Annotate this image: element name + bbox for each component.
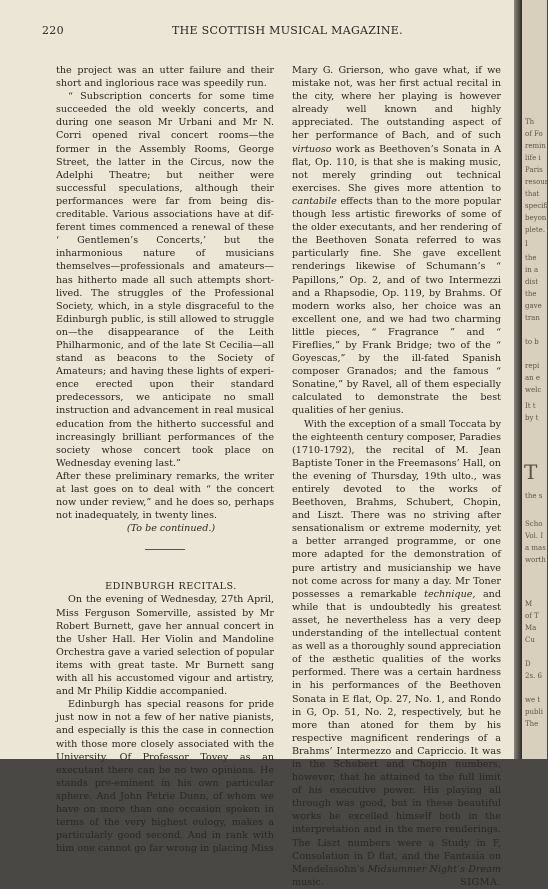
page-number: 220 <box>42 24 64 37</box>
adjacent-page-fragment: specifi <box>525 202 548 210</box>
adjacent-page-fragment: T <box>524 460 538 484</box>
left-paragraph-2: “ Subscription concerts for some time succeeded the old weekly concerts, and during one season Mr Urbani and Mr N. Corri opened rival concert rooms—the former in the Assembly Rooms, George Street, the latter in the Circus, now the Adelphi Theatre; but neither were successful speculations, although their performances were far from being discreditable. Various associations have at different times commenced a renewal of these ‘ Gentlemen’s Concerts,’ but the inharmonious nature of musicians themselves—professionals and amateurs—has hitherto made all such attempts short-lived. The struggles of the Professional Society, which, in a style disgraceful to the Edinburgh public, is still allowed to struggle on—the disappearance of the Leith Philharmonic, and of the late St Cecilia—all stand as beacons to the Society of Amateurs; and having these lights of experience erected upon their standard predecessors, we anticipate no small instruction and advancement in real musical education from the hitherto successful and increasingly brilliant performances of the society whose concert took place on Wednesday evening last.” <box>56 91 274 469</box>
signature: SIGMA. <box>460 876 501 888</box>
section-heading: EDINBURGH RECITALS. <box>105 581 237 593</box>
left-column <box>56 64 274 855</box>
adjacent-page-fragment: M <box>525 600 533 608</box>
italic-technique: technique, <box>424 588 476 600</box>
recital-paragraph-1: On the evening of Wednesday, 27th April, Miss Ferguson Somerville, assisted by Mr Robert Burnett, gave her annual concert in the Usher Hall. Her Violin and Mandoline Orchestra gave a varied selection of popular items with great taste. Mr Burnett sang with all his accustomed vigour and artistry, and Mr Philip Kiddie accompanied. <box>56 594 274 698</box>
adjacent-page-fragment: resour <box>525 178 548 186</box>
adjacent-page-fragment: the s <box>525 492 543 500</box>
adjacent-page-fragment: publi <box>525 708 543 716</box>
left-paragraph-3: After these preliminary remarks, the writer at last goes on to deal with “ the concert now under review,” and he does so, perhaps not inadequately, in twenty lines. <box>56 470 274 522</box>
adjacent-page-fragment: by t <box>525 414 539 422</box>
adjacent-page-fragment: I <box>525 240 528 248</box>
adjacent-page-fragment: Paris <box>525 166 543 174</box>
adjacent-page-fragment: in a <box>525 266 539 274</box>
left-paragraph-1: the project was an utter failure and their short and inglorious race was speedily run. <box>56 65 274 90</box>
text-run: work as Beethoven’s Sonata in A flat, Op. 110, is that she is making music, not merely grinding out technical exercises. She gives more attention to <box>292 143 501 194</box>
adjacent-page-fragment: a mas <box>525 544 546 552</box>
adjacent-page-fragment: Vol. I <box>525 532 544 540</box>
right-paragraph-1 <box>292 64 501 418</box>
adjacent-page-fragment: Cu <box>525 636 535 644</box>
adjacent-page-fragment: worth <box>525 556 546 564</box>
adjacent-page-fragment: life i <box>525 154 541 162</box>
text-run: and while that is undoubtedly his greatest asset, he nevertheless has a very deep understanding of the intellectual content as well as a thoroughly sound appreciation of the æsthetic qualities of the works performed. There was a certain hardness in his performances of the Beethoven Sonata in E flat, Op. 27, No. 1, and Rondo in G, Op. 51, No. 2, respectively, but he more than atoned for them by his respective magnificent renderings of a Brahms’ Intermezzo and Capriccio. It was in the Schubert and Chopin numbers, however, that he attained to the full limit of his executive power. His playing all through was good, but in these beautiful works he excelled himself both in the interpretation and in the mere renderings. The Liszt numbers were a Study in F, Consolation in D flat, and the Fantasia on Mendelssohn’s <box>292 588 501 875</box>
adjacent-page-fragment: gave <box>525 302 542 310</box>
adjacent-page-fragment: The <box>525 720 539 728</box>
italic-virtuoso: virtuoso <box>292 143 332 155</box>
right-paragraph-2 <box>292 418 501 889</box>
adjacent-page-fragment: an e <box>525 374 541 382</box>
adjacent-page-fragment: beyon <box>525 214 547 222</box>
adjacent-page-fragment: repi <box>525 362 540 370</box>
recital-paragraph-2: Edinburgh has special reasons for pride just now in not a few of her native pianists, and especially is this the case in connection with those more closely associated with the University. Of Professor Tovey as an executant there can be no two opinions. He stands pre-eminent in his own particular sphere. And John Petrie Dunn, of whom we have on more than one occasion spoken in terms of the very highest eulogy, makes a particularly good second. And in rank with him one cannot go far wrong in placing Miss <box>56 699 274 855</box>
text-run: effects than to the more popular though less artistic fireworks of some of the older executants, and her rendering of the Beethoven Sonata referred to was particularly fine. She gave excellent renderings likewise of Schumann’s “ Papillons,” Op. 2, and of two Intermezzi and a Rhapsodie, Op. 119, by Brahms. Of modern works also, her choice was an excellent one, and we had two charming little pieces, “ Fragrance ” and “ Fireflies,” by Frank Bridge; two of the “ Goyescas,” by the ill-fated Spanish composer Granados; and the famous “ Sonatine,” by Ravel, all of them especially calculated to demonstrate the best qualities of her genius. <box>292 195 501 417</box>
adjacent-page-fragment: we t <box>525 696 541 704</box>
right-column <box>292 64 501 889</box>
page-gutter <box>514 0 522 759</box>
italic-midsummer: Midsummer Night’s Dream <box>367 863 501 875</box>
adjacent-page-fragment: tran <box>525 314 540 322</box>
adjacent-page-fragment: remin <box>525 142 546 150</box>
adjacent-page-fragment: plete. <box>525 226 546 234</box>
text-run: music. <box>292 876 324 888</box>
adjacent-page-fragment: of T <box>525 612 539 620</box>
adjacent-page-fragment: the <box>525 254 537 262</box>
adjacent-page-fragment: to b <box>525 338 539 346</box>
adjacent-page-fragment: dist <box>525 278 539 286</box>
adjacent-page-fragment: Ma <box>525 624 537 632</box>
italic-cantabile: cantabile <box>292 195 337 207</box>
adjacent-page-fragment: of Fo <box>525 130 543 138</box>
adjacent-page-fragment: Scho <box>525 520 543 528</box>
running-title: THE SCOTTISH MUSICAL MAGAZINE. <box>172 24 403 37</box>
adjacent-page-edge <box>522 0 547 759</box>
to-be-continued: (To be continued.) <box>126 523 216 535</box>
adjacent-page-fragment: It t <box>525 402 536 410</box>
adjacent-page-fragment: that <box>525 190 540 198</box>
text-run: With the exception of a small Toccata by the eighteenth century composer, Paradies (1710-1792), the recital of M. Jean Baptiste Toner in the Freemasons’ Hall, on the evening of Thursday, 19th ulto., was entirely devoted to the works of Beethoven, Brahms, Schubert, Chopin, and Liszt. There was no striving after sensationalism or extreme modernity, yet a better arranged programme, or one more adapted for the demonstration of pure artistry and musicianship we have not come across for many a day. Mr Toner possesses a remarkable <box>292 418 501 600</box>
adjacent-page-fragment: Th <box>525 118 535 126</box>
adjacent-page-fragment: D <box>525 660 531 668</box>
adjacent-page-fragment: 2s. 6 <box>525 672 542 680</box>
adjacent-page-fragment: the <box>525 290 537 298</box>
text-run: Mary G. Grierson, who gave what, if we mistake not, was her first actual recital in the city, where her playing is however already well known and highly appreciated. The outstanding aspect of her performance of Bach, and of such <box>292 65 501 142</box>
section-divider <box>145 549 185 550</box>
adjacent-page-fragment: welc <box>525 386 542 394</box>
